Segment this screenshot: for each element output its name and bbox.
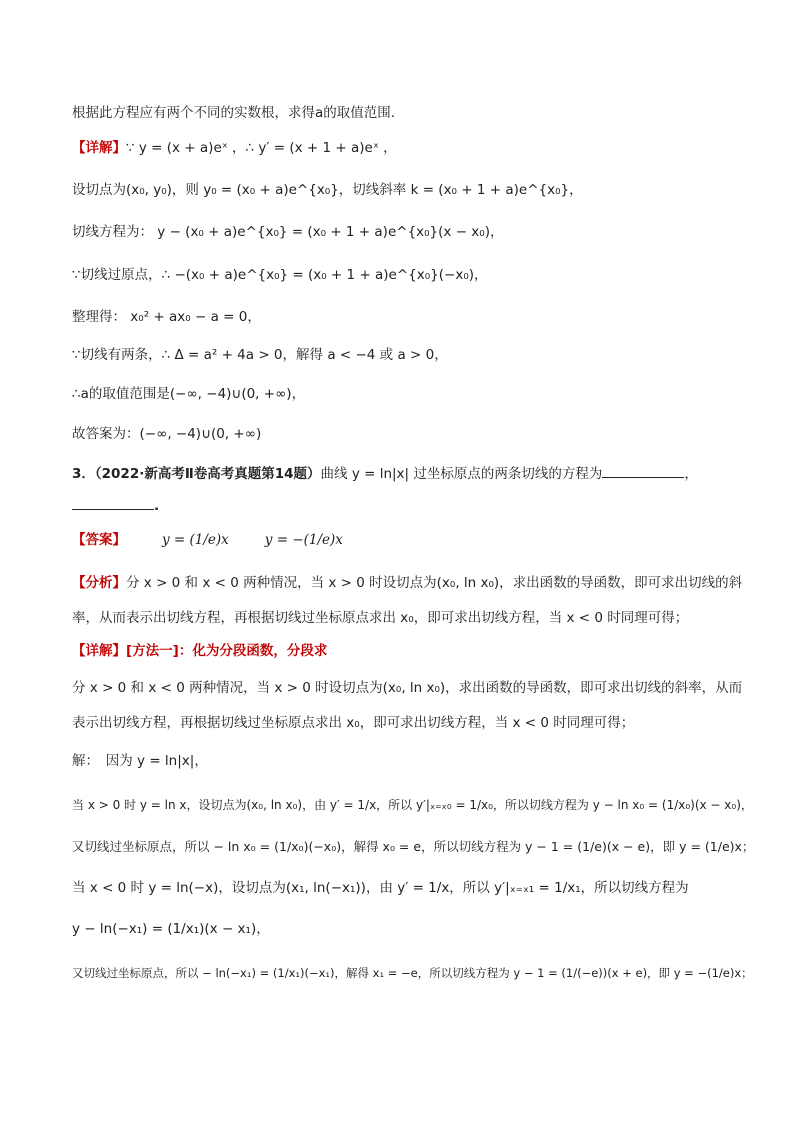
line-through-origin: ∵切线过原点，∴ −(x₀ + a)e^{x₀} = (x₀ + 1 + a)e^{x₀}(−x₀)， [72, 267, 488, 283]
question-source: 3．（2022·新高考Ⅱ卷高考真题第14题） [72, 466, 321, 482]
question-3-continued [72, 495, 734, 516]
analysis-line-1 [72, 573, 743, 593]
derivative-text: ∵ y = (x + a)eˣ ，∴ y′ = (x + 1 + a)eˣ ， [126, 140, 397, 156]
detail-heading [72, 641, 734, 661]
line-final-answer: 故答案为：(−∞, −4)∪(0, +∞) [72, 426, 262, 442]
question-3 [72, 463, 734, 484]
detail-line-derivative [72, 138, 734, 158]
question-comma: ， [684, 466, 698, 482]
detail-tag-2: 【详解】 [72, 643, 126, 659]
detail-case-positive: 当 x > 0 时 y = ln x，设切点为(x₀, ln x₀)，由 y′ = 1/x，所以 y′|ₓ₌ₓ₀ = 1/x₀，所以切线方程为 y − ln x₀ = (1/x₀)(x − x₀)， [72, 798, 753, 812]
line-range: ∴a的取值范围是(−∞, −4)∪(0, +∞)， [72, 386, 306, 402]
question-stem: 曲线 y = ln|x| 过坐标原点的两条切线的方程为 [320, 466, 603, 482]
line-simplify: 整理得： x₀² + ax₀ − a = 0， [72, 309, 261, 325]
method-title: [方法一]：化为分段函数，分段求 [126, 643, 328, 659]
analysis-text-1: 分 x > 0 和 x < 0 两种情况，当 x > 0 时设切点为(x₀, ln x₀)，求出函数的导函数，即可求出切线的斜 [126, 575, 743, 591]
detail-paragraph-1: 分 x > 0 和 x < 0 两种情况，当 x > 0 时设切点为(x₀, ln x₀)，求出函数的导函数，即可求出切线的斜率，从而 [72, 680, 743, 696]
detail-solution-start: 解： 因为 y = ln|x|， [72, 753, 208, 769]
question-period: . [154, 498, 160, 514]
detail-case-negative-result: 又切线过坐标原点，所以 − ln(−x₁) = (1/x₁)(−x₁)，解得 x₁ = −e，所以切线方程为 y − 1 = (1/(−e))(x + e)，即 y = −(1/e)x； [72, 966, 753, 980]
detail-case-positive-result: 又切线过坐标原点，所以 − ln x₀ = (1/x₀)(−x₀)，解得 x₀ = e，所以切线方程为 y − 1 = (1/e)(x − e)，即 y = (1/e)x； [72, 839, 755, 854]
detail-case-negative-equation: y − ln(−x₁) = (1/x₁)(x − x₁)， [72, 921, 270, 937]
analysis-tag: 【分析】 [72, 575, 126, 591]
answer-2: y = −(1/e)x [264, 532, 343, 548]
line-discriminant: ∵切线有两条，∴ Δ = a² + 4a > 0，解得 a < −4 或 a > 0， [72, 347, 448, 363]
detail-paragraph-2: 表示出切线方程，再根据切线过坐标原点求出 x₀，即可求出切线方程，当 x < 0 时同理可得； [72, 715, 635, 731]
answer-blank-1 [602, 463, 684, 478]
answer-blank-2 [72, 495, 154, 510]
detail-tag: 【详解】 [72, 140, 126, 156]
analysis-line-2: 率，从而表示出切线方程，再根据切线过坐标原点求出 x₀，即可求出切线方程，当 x < 0 时同理可得； [72, 610, 689, 626]
line-tangent-equation: 切线方程为： y − (x₀ + a)e^{x₀} = (x₀ + 1 + a)e^{x₀}(x − x₀)， [72, 224, 504, 240]
line-range-conclusion: 根据此方程应有两个不同的实数根，求得a的取值范围. [72, 105, 396, 121]
answer-tag: 【答案】 [72, 532, 126, 548]
detail-case-negative: 当 x < 0 时 y = ln(−x)，设切点为(x₁, ln(−x₁))，由 y′ = 1/x，所以 y′|ₓ₌ₓ₁ = 1/x₁，所以切线方程为 [72, 880, 689, 896]
answer-1: y = (1/e)x [162, 532, 229, 548]
line-tangent-point: 设切点为(x₀, y₀)，则 y₀ = (x₀ + a)e^{x₀}，切线斜率 k = (x₀ + 1 + a)e^{x₀}， [72, 182, 583, 198]
answer-line [72, 530, 734, 550]
